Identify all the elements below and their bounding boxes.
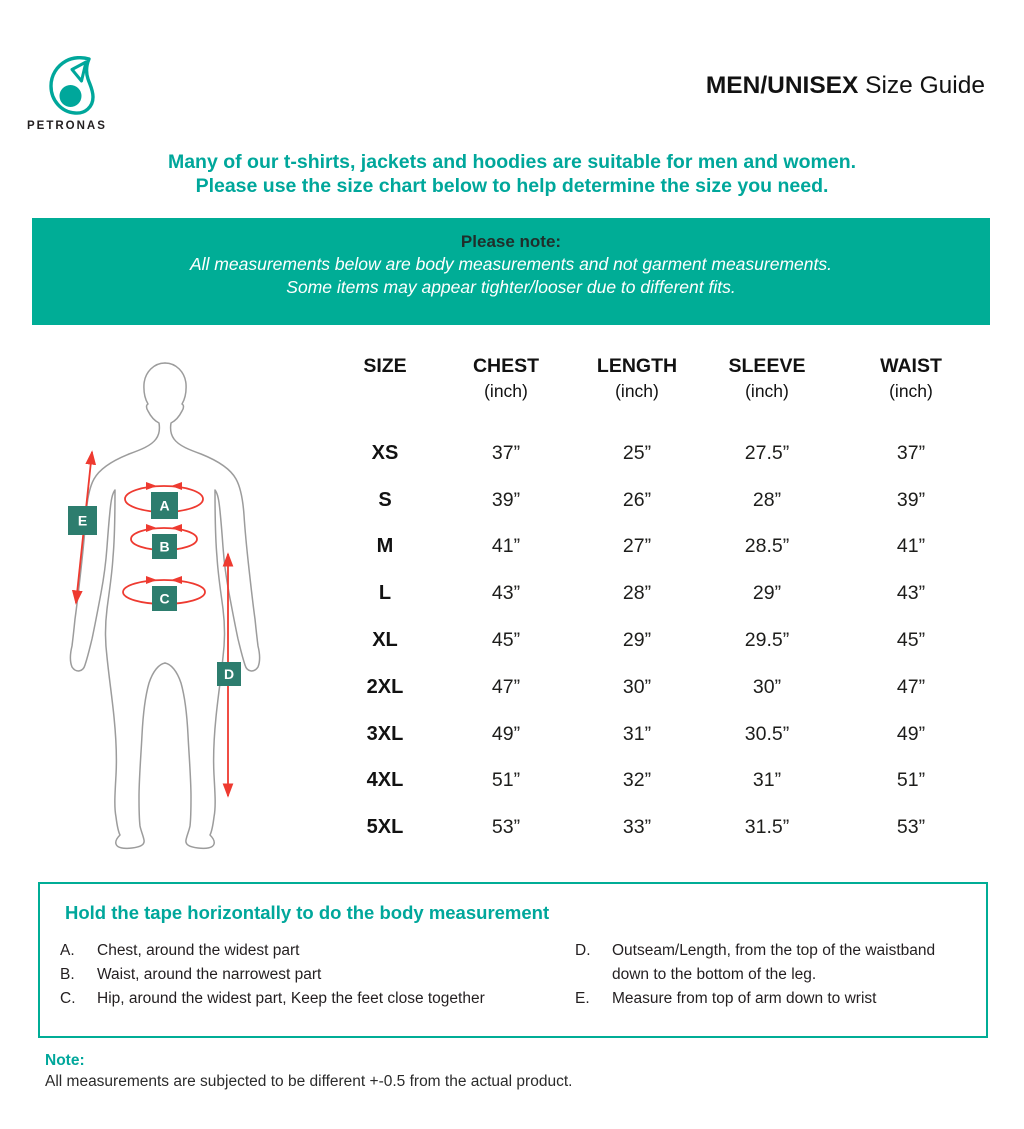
value-cell: 47”: [491, 675, 521, 698]
header-unit: (inch): [745, 381, 789, 401]
intro-text: [0, 151, 1024, 198]
footnote: [45, 1050, 572, 1093]
value-cell: 49”: [896, 722, 926, 745]
value-cell: 27”: [622, 535, 652, 558]
table-row: [330, 524, 990, 571]
instruction-text: Outseam/Length, from the top of the waistband down to the bottom of the leg.: [612, 942, 936, 983]
notice-line-1: All measurements below are body measurements and not garment measurements.: [190, 254, 832, 274]
size-table-body: [330, 430, 990, 851]
instructions-box: [38, 882, 988, 1038]
measurement-instruction: [575, 987, 960, 1011]
size-cell: XS: [371, 441, 399, 464]
value-cell: 43”: [491, 582, 521, 605]
value-cell: 30”: [622, 675, 652, 698]
value-cell: 37”: [491, 441, 521, 464]
size-cell: XL: [372, 629, 398, 652]
value-cell: 29”: [752, 582, 782, 605]
value-cell: 51”: [896, 769, 926, 792]
value-cell: 29”: [622, 629, 652, 652]
measurement-instruction: [60, 987, 575, 1011]
header-label: CHEST: [472, 355, 540, 377]
page-title-regular: Size Guide: [858, 72, 985, 99]
value-cell: 53”: [896, 816, 926, 839]
value-cell: 45”: [896, 629, 926, 652]
header-unit: (inch): [615, 381, 659, 401]
table-row: [330, 477, 990, 524]
column-header-size: [330, 356, 440, 408]
measurement-instruction: [60, 939, 575, 963]
value-cell: 45”: [491, 629, 521, 652]
value-cell: 43”: [896, 582, 926, 605]
label-b-waist: [152, 534, 177, 559]
value-cell: 51”: [491, 769, 521, 792]
notice-banner: [32, 218, 990, 325]
table-row: [330, 617, 990, 664]
header-label: SLEEVE: [728, 355, 806, 377]
value-cell: 41”: [491, 535, 521, 558]
column-header-length: [572, 356, 702, 408]
intro-line-2: Please use the size chart below to help determine the size you need.: [195, 174, 829, 197]
value-cell: 28.5”: [744, 535, 790, 558]
value-cell: 49”: [491, 722, 521, 745]
instruction-letter: E.: [575, 989, 590, 1007]
instruction-text: Measure from top of arm down to wrist: [612, 989, 877, 1007]
svg-text:A: A: [159, 497, 170, 514]
header-label: LENGTH: [596, 355, 678, 377]
label-d-outseam: [217, 662, 241, 686]
value-cell: 37”: [896, 441, 926, 464]
table-row: [330, 711, 990, 758]
value-cell: 28”: [622, 582, 652, 605]
value-cell: 39”: [491, 488, 521, 511]
value-cell: 31”: [752, 769, 782, 792]
size-table-header: [330, 356, 990, 408]
instructions-right-column: [575, 939, 960, 1010]
table-row: [330, 758, 990, 805]
instructions-left-column: [60, 939, 575, 1010]
header-unit: (inch): [484, 381, 528, 401]
body-measurement-diagram: [40, 355, 300, 855]
column-header-sleeve: [702, 356, 832, 408]
column-header-chest: [440, 356, 572, 408]
petronas-drop-icon: [49, 56, 95, 116]
header-label: SIZE: [363, 355, 407, 377]
value-cell: 27.5”: [744, 441, 790, 464]
notice-title: Please note:: [460, 232, 562, 251]
instruction-text: Chest, around the widest part: [97, 942, 300, 959]
value-cell: 53”: [491, 816, 521, 839]
instructions-columns: [60, 939, 960, 1010]
label-e-sleeve: [68, 506, 97, 535]
instructions-title: Hold the tape horizontally to do the body measurement: [65, 902, 550, 923]
instruction-letter: D.: [575, 942, 591, 959]
table-row: [330, 804, 990, 851]
size-cell: 2XL: [366, 675, 404, 698]
size-cell: 4XL: [366, 769, 404, 792]
label-a-chest: [151, 492, 178, 519]
table-row: [330, 570, 990, 617]
column-header-waist: [832, 356, 990, 408]
size-cell: M: [376, 535, 394, 558]
label-c-hip: [152, 586, 177, 611]
measurement-instruction: [60, 963, 575, 987]
svg-text:E: E: [77, 512, 88, 529]
page-title: [706, 72, 985, 100]
table-row: [330, 664, 990, 711]
table-row: [330, 430, 990, 477]
instruction-text: Waist, around the narrowest part: [97, 965, 322, 983]
instruction-letter: A.: [60, 942, 75, 959]
footnote-text: All measurements are subjected to be different +-0.5 from the actual product.: [45, 1073, 573, 1090]
footnote-title: Note:: [45, 1052, 85, 1069]
value-cell: 29.5”: [744, 629, 790, 652]
header-unit: (inch): [889, 381, 933, 401]
value-cell: 31”: [622, 722, 652, 745]
value-cell: 30”: [752, 675, 782, 698]
header-label: WAIST: [880, 355, 942, 377]
size-cell: L: [378, 582, 392, 605]
measurement-instruction: [575, 939, 960, 987]
size-cell: S: [378, 488, 392, 511]
instruction-letter: B.: [60, 965, 75, 983]
value-cell: 47”: [896, 675, 926, 698]
svg-text:C: C: [159, 590, 170, 607]
value-cell: 28”: [752, 488, 782, 511]
value-cell: 33”: [622, 816, 652, 839]
instruction-text: Hip, around the widest part, Keep the feet close together: [97, 989, 485, 1007]
size-table: [330, 356, 990, 851]
value-cell: 41”: [896, 535, 926, 558]
value-cell: 32”: [622, 769, 652, 792]
intro-line-1: Many of our t-shirts, jackets and hoodies are suitable for men and women.: [167, 151, 857, 173]
size-cell: 3XL: [366, 722, 404, 745]
svg-text:D: D: [223, 666, 235, 682]
value-cell: 25”: [622, 441, 652, 464]
size-cell: 5XL: [366, 816, 404, 839]
value-cell: 26”: [622, 488, 652, 511]
instruction-letter: C.: [60, 989, 76, 1007]
logo-wordmark: PETRONAS: [27, 120, 107, 132]
notice-line-2: Some items may appear tighter/looser due to different fits.: [286, 277, 736, 297]
value-cell: 30.5”: [744, 722, 790, 745]
value-cell: 39”: [896, 488, 926, 511]
svg-text:B: B: [159, 538, 170, 555]
petronas-logo: [27, 56, 107, 132]
value-cell: 31.5”: [744, 816, 790, 839]
page-title-bold: MEN/UNISEX: [705, 72, 859, 99]
